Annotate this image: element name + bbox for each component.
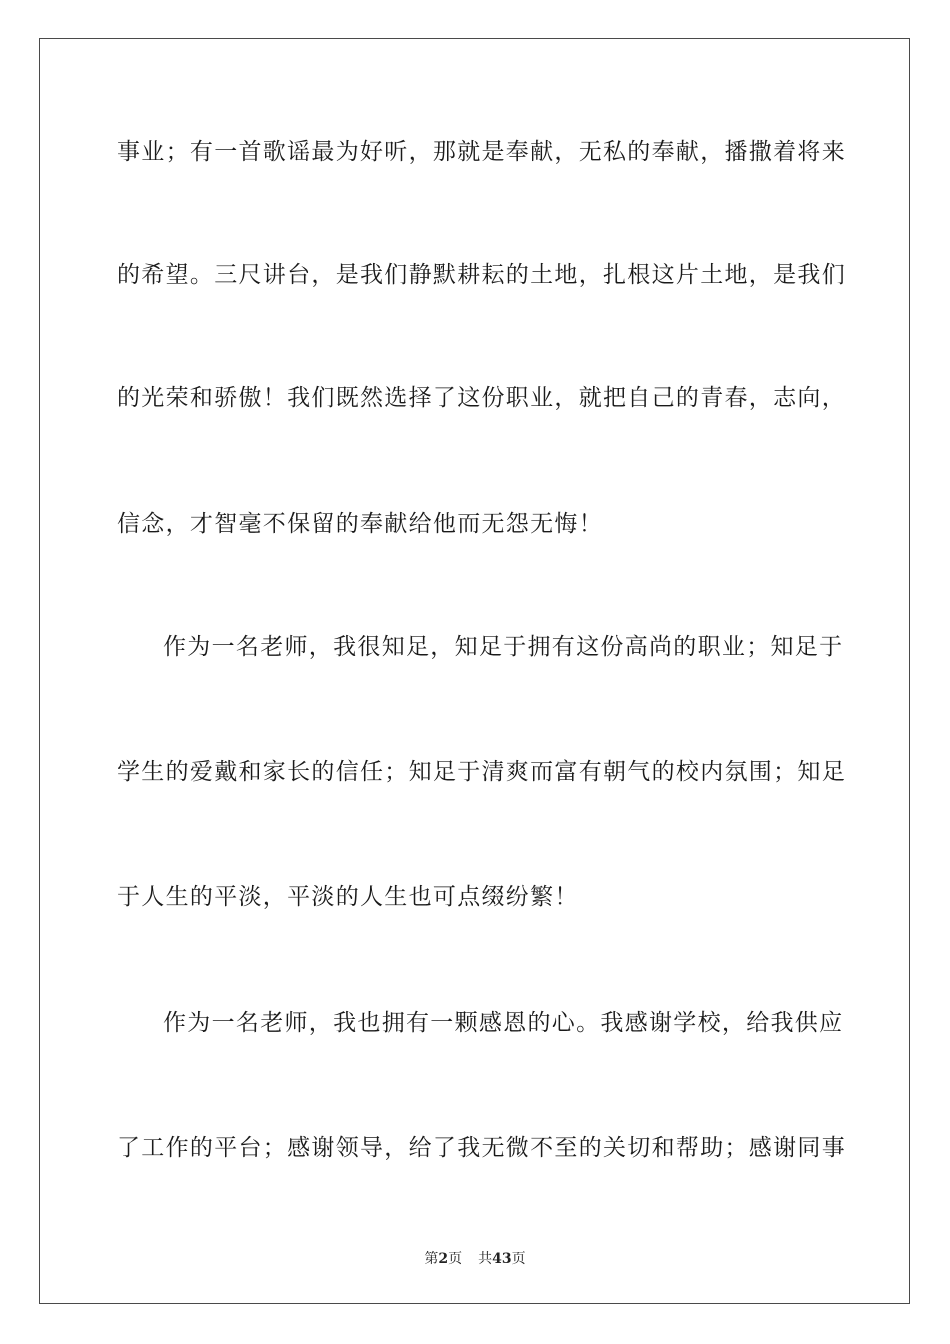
total-suffix: 页: [511, 1251, 526, 1267]
body-line-2: 的希望。三尺讲台，是我们静默耕耘的土地，扎根这片土地，是我们: [117, 262, 846, 288]
body-line-9: 了工作的平台；感谢领导，给了我无微不至的关切和帮助；感谢同事: [117, 1135, 846, 1161]
page-suffix: 页: [448, 1251, 463, 1267]
body-line-1: 事业；有一首歌谣最为好听，那就是奉献，无私的奉献，播撒着将来: [117, 139, 846, 165]
page-footer: [0, 1248, 950, 1268]
body-line-8: 作为一名老师，我也拥有一颗感恩的心。我感谢学校，给我供应: [163, 1010, 844, 1036]
page-frame: [39, 38, 910, 1304]
body-line-3: 的光荣和骄傲！我们既然选择了这份职业，就把自己的青春，志向，: [117, 385, 846, 411]
body-line-7: 于人生的平淡，平淡的人生也可点缀纷繁！: [117, 884, 579, 910]
page-prefix: 第: [424, 1251, 439, 1267]
total-pages: 43: [492, 1251, 512, 1267]
body-line-6: 学生的爱戴和家长的信任；知足于清爽而富有朝气的校内氛围；知足: [117, 759, 846, 785]
body-line-5: 作为一名老师，我很知足，知足于拥有这份高尚的职业；知足于: [163, 634, 844, 660]
total-prefix: 共: [478, 1251, 493, 1267]
page-number: 2: [438, 1251, 449, 1267]
body-line-4: 信念，才智毫不保留的奉献给他而无怨无悔！: [117, 511, 603, 537]
